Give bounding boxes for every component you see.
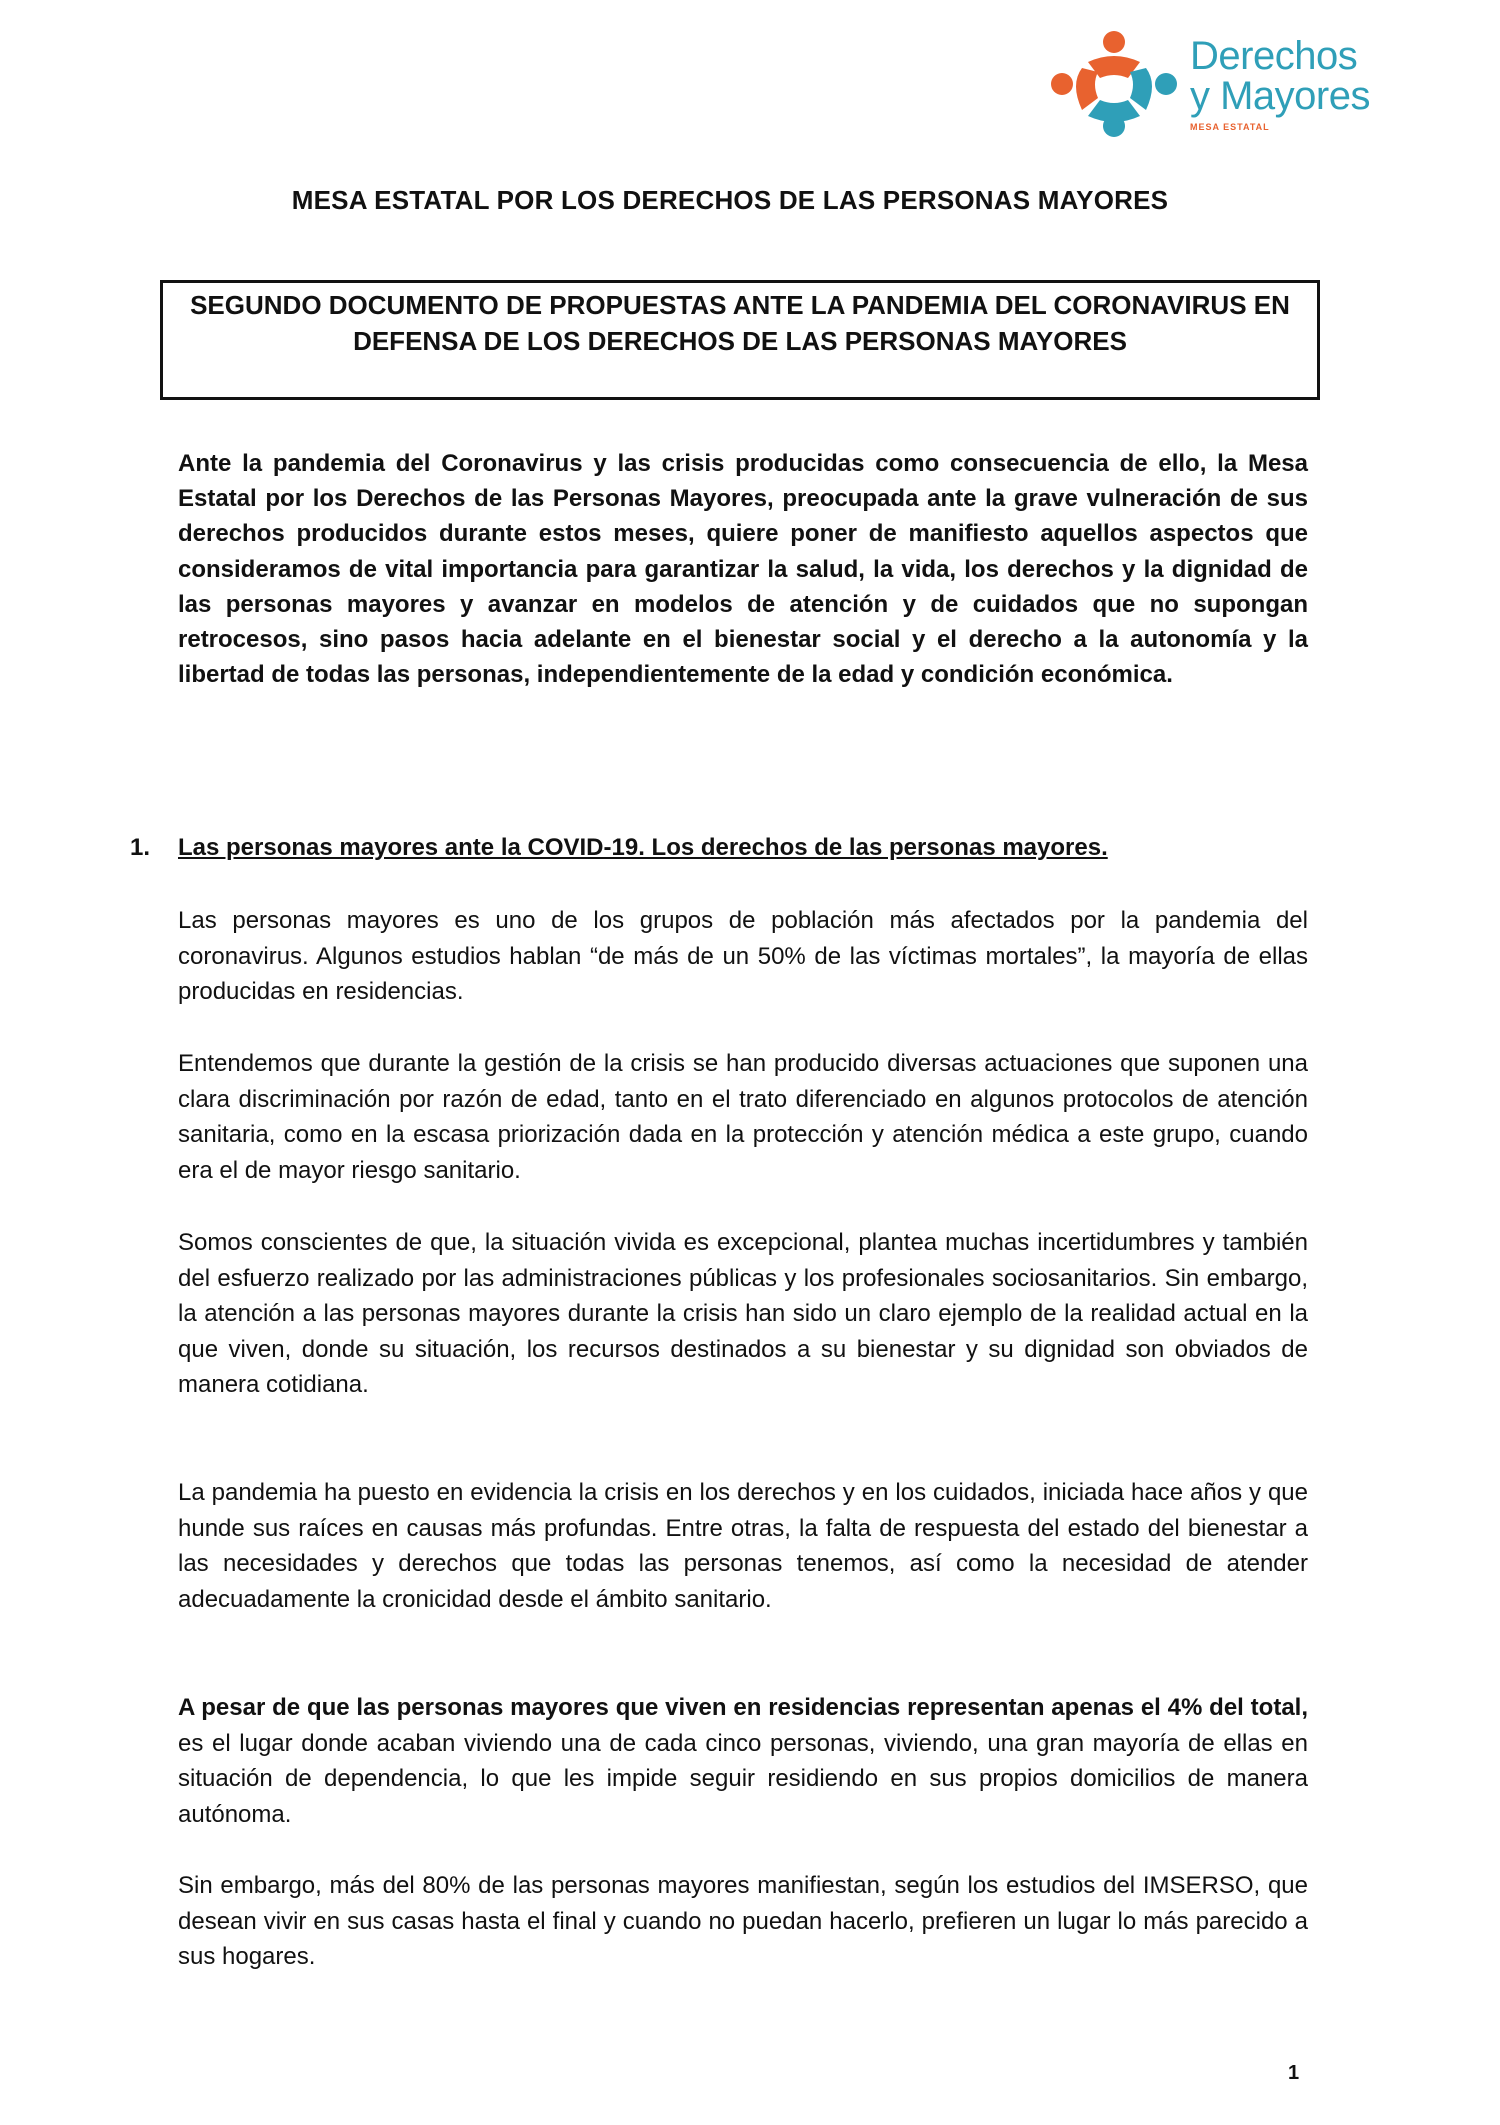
logo-line1: Derechos <box>1190 34 1358 78</box>
body-paragraph-5 <box>178 1690 1308 1832</box>
main-heading: MESA ESTATAL POR LOS DERECHOS DE LAS PERSONAS MAYORES <box>291 185 1169 215</box>
derechos-y-mayores-logo <box>1048 28 1378 148</box>
section-title-text: Las personas mayores ante la COVID-19. Los derechos de las personas mayores. <box>178 834 1108 861</box>
document-title-box: SEGUNDO DOCUMENTO DE PROPUESTAS ANTE LA PANDEMIA DEL CORONAVIRUS EN DEFENSA DE LOS DERECHOS DE LAS PERSONAS MAYORES <box>160 280 1320 400</box>
page-number: 1 <box>1288 2062 1300 2084</box>
logo-subtitle: MESA ESTATAL <box>1190 122 1270 132</box>
body-paragraph-1: Las personas mayores es uno de los grupos de población más afectados por la pandemia del coronavirus. Algunos estudios hablan “de más de un 50% de las víctimas mortales”, la mayoría de ellas producidas en residencias. <box>178 907 1308 1006</box>
body-paragraph-3: Somos conscientes de que, la situación vivida es excepcional, plantea muchas incertidumbres y también del esfuerzo realizado por las administraciones públicas y los profesionales sociosanitarios. Sin embargo, la atención a las personas mayores durante la crisis han sido un claro ejemplo de la realidad actual en la que viven, donde su situación, los recursos destinados a su bienestar y su dignidad son obviados de manera cotidiana. <box>178 1229 1308 1399</box>
body-paragraph-2: Entendemos que durante la gestión de la crisis se han producido diversas actuaciones que suponen una clara discriminación por razón de edad, tanto en el trato diferenciado en algunos protocolos de atención sanitaria, como en la escasa priorización dada en la protección y atención médica a este grupo, cuando era el de mayor riesgo sanitario. <box>178 1050 1308 1184</box>
logo-line2: y Mayores <box>1190 74 1370 118</box>
paragraph-5-rest: es el lugar donde acaban viviendo una de cada cinco personas, viviendo, una gran mayoría de ellas en situación de dependencia, lo que les impide seguir residiendo en sus propios domicilios de manera autónoma. <box>178 1729 1308 1828</box>
body-paragraph-4: La pandemia ha puesto en evidencia la crisis en los derechos y en los cuidados, iniciada hace años y que hunde sus raíces en causas más profundas. Entre otras, la falta de respuesta del estado del bienestar a las necesidades y derechos que todas las personas tenemos, así como la necesidad de atender adecuadamente la cronicidad desde el ámbito sanitario. <box>178 1479 1308 1613</box>
section-number: 1. <box>130 834 151 861</box>
body-paragraph-6: Sin embargo, más del 80% de las personas mayores manifiestan, según los estudios del IMSERSO, que desean vivir en sus casas hasta el final y cuando no puedan hacerlo, prefieren un lugar lo más parecido a sus hogares. <box>178 1872 1308 1971</box>
intro-paragraph: Ante la pandemia del Coronavirus y las crisis producidas como consecuencia de ello, la Mesa Estatal por los Derechos de las Personas Mayores, preocupada ante la grave vulneración de sus derechos producidos durante estos meses, quiere poner de manifiesto aquellos aspectos que consideramos de vital importancia para garantizar la salud, la vida, los derechos y la dignidad de las personas mayores y avanzar en modelos de atención y de cuidados que no supongan retrocesos, sino pasos hacia adelante en el bienestar social y el derecho a la autonomía y la libertad de todas las personas, independientemente de la edad y condición económica. <box>178 450 1308 689</box>
bold-statement: A pesar de que las personas mayores que viven en residencias representan apenas el 4% del total, <box>178 1694 1308 1721</box>
logo-wordmark <box>1190 36 1370 116</box>
people-circle-icon <box>1048 28 1180 140</box>
section-1-heading <box>130 833 1310 863</box>
